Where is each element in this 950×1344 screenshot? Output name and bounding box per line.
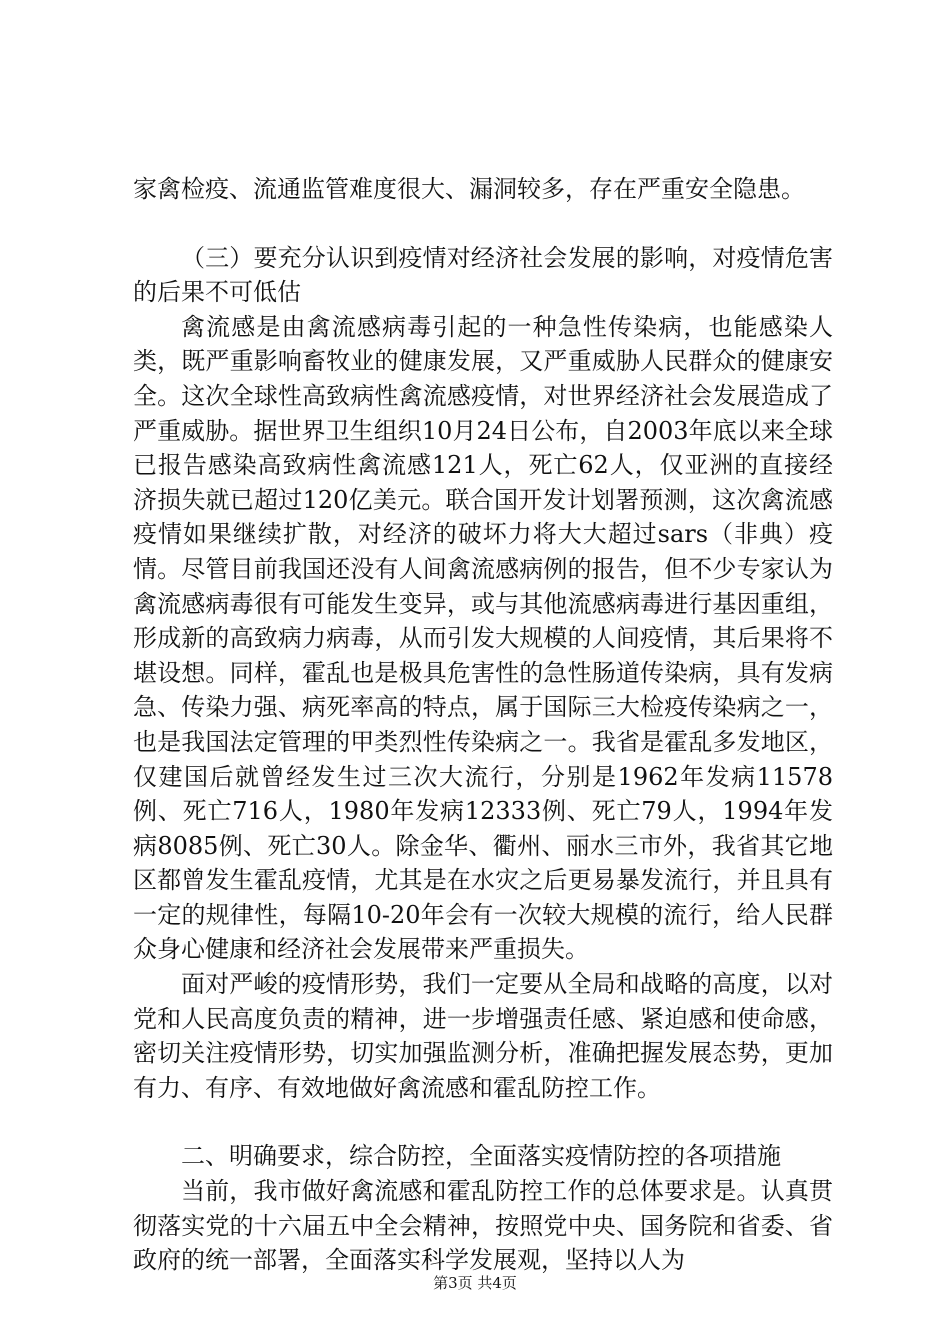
paragraph-response: 面对严峻的疫情形势，我们一定要从全局和战略的高度，以对党和人民高度负责的精神，进一步增强责任感、紧迫感和使命感，密切关注疫情形势，切实加强监测分析，准确把握发展态势，更加有力、有序、有效地做好禽流感和霍乱防控工作。	[133, 970, 833, 1102]
page-footer: 第3页 共4页	[433, 1274, 517, 1292]
paragraph-avian-flu: 禽流感是由禽流感病毒引起的一种急性传染病，也能感染人类，既严重影响畜牧业的健康发展，又严重威胁人民群众的健康安全。这次全球性高致病性禽流感疫情，对世界经济社会发展造成了严重威胁。据世界卫生组织10月24日公布，自2003年底以来全球已报告感染高致病性禽流感121人，死亡62人，仅亚洲的直接经济损失就已超过120亿美元。联合国开发计划署预测，这次禽流感疫情如果继续扩散，对经济的破坏力将大大超过sars（非典）疫情。尽管目前我国还没有人间禽流感病例的报告，但不少专家认为禽流感病毒很有可能发生变异，或与其他流感病毒进行基因重组，形成新的高致病力病毒，从而引发大规模的人间疫情，其后果将不堪设想。同样，霍乱也是极具危害性的急性肠道传染病，具有发病急、传染力强、病死率高的特点，属于国际三大检疫传染病之一，也是我国法定管理的甲类烈性传染病之一。我省是霍乱多发地区，仅建国后就曾经发生过三次大流行，分别是1962年发病11578例、死亡716人，1980年发病12333例、死亡79人，1994年发病8085例、死亡30人。除金华、衢州、丽水三市外，我省其它地区都曾发生霍乱疫情，尤其是在水灾之后更易暴发流行，并且具有一定的规律性，每隔10-20年会有一次较大规模的流行，给人民群众身心健康和经济社会发展带来严重损失。	[133, 312, 833, 964]
document-body	[133, 172, 833, 1278]
paragraph-requirements: 当前，我市做好禽流感和霍乱防控工作的总体要求是。认真贯彻落实党的十六届五中全会精神，按照党中央、国务院和省委、省政府的统一部署，全面落实科学发展观，坚持以人为	[133, 1177, 833, 1275]
paragraph-continuation: 家禽检疫、流通监管难度很大、漏洞较多，存在严重安全隐患。	[133, 175, 805, 203]
section-heading-3: （三）要充分认识到疫情对经济社会发展的影响，对疫情危害的后果不可低估	[133, 243, 833, 307]
section-heading-2: 二、明确要求，综合防控，全面落实疫情防控的各项措施	[181, 1142, 781, 1171]
